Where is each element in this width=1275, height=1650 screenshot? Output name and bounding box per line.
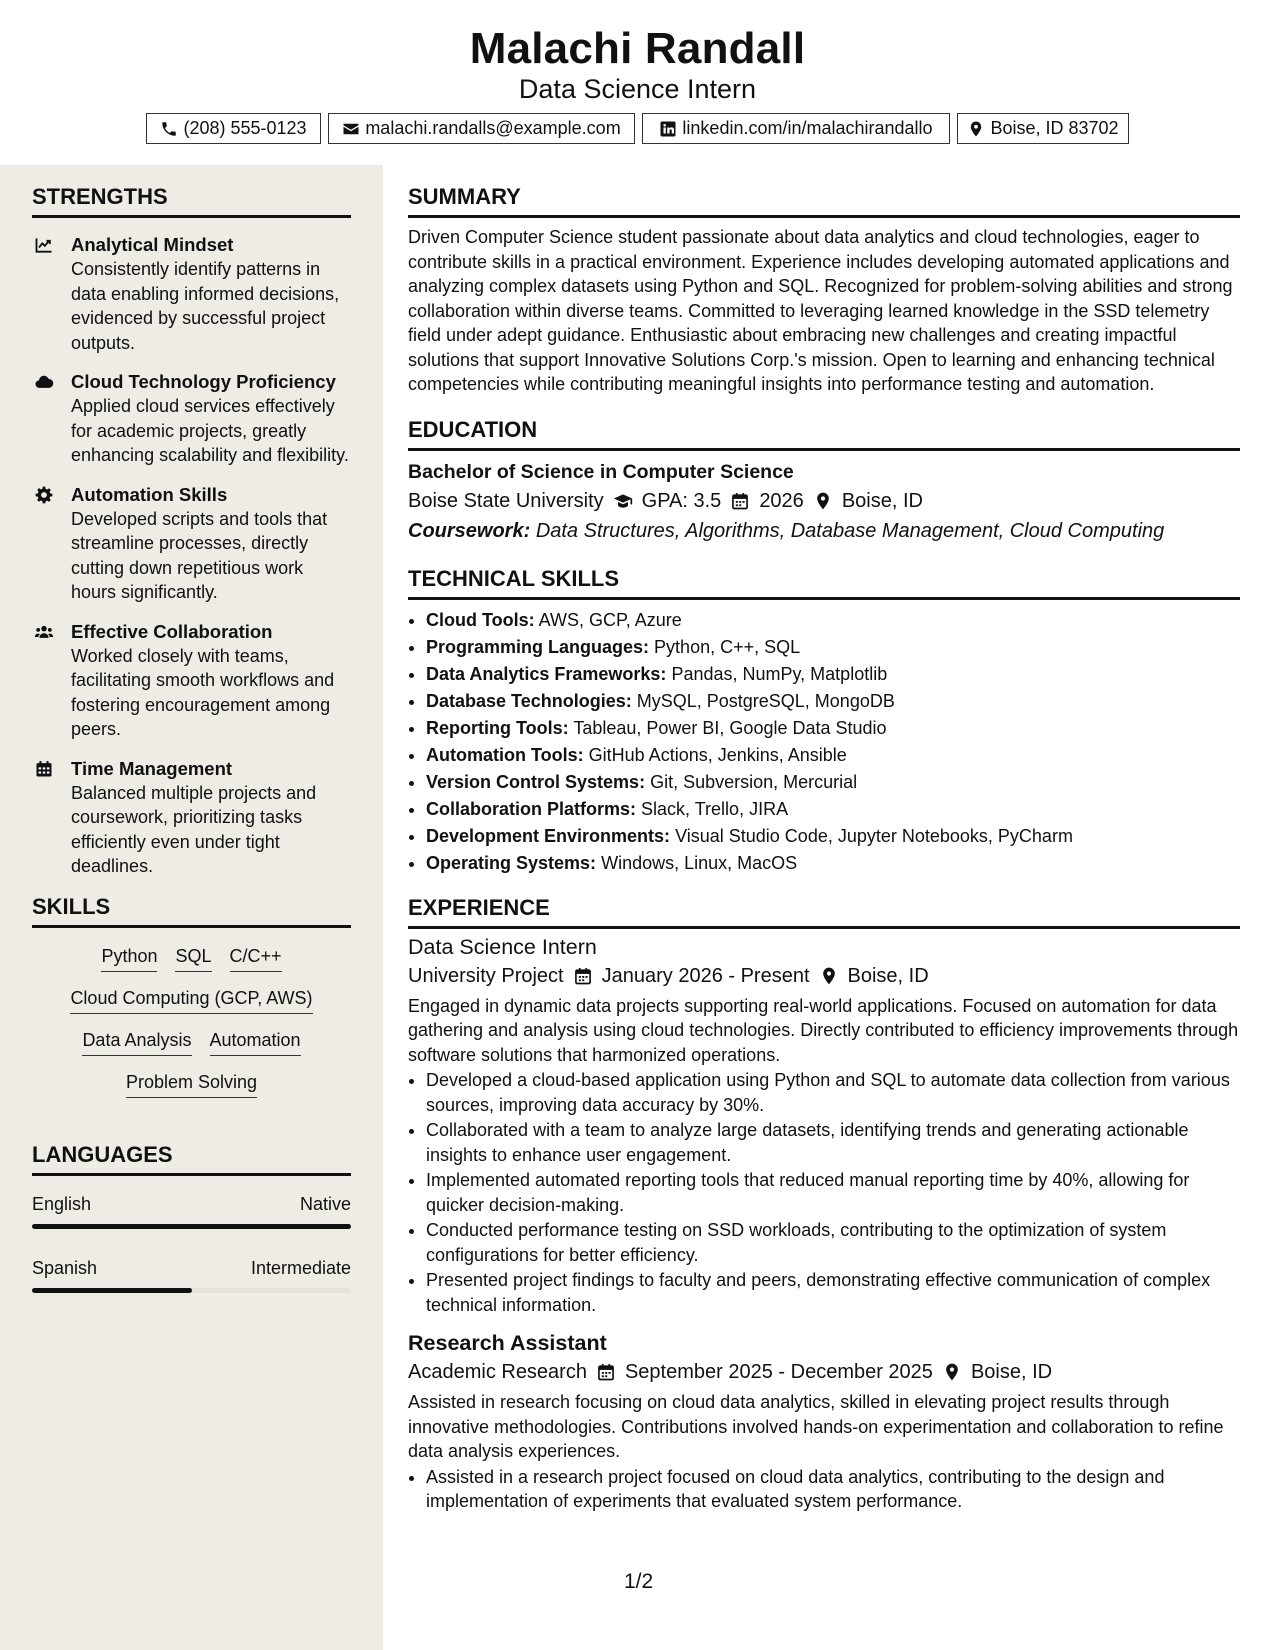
proficiency-bar	[32, 1224, 351, 1229]
resume-header	[0, 0, 1275, 165]
contact-bar	[0, 113, 1275, 144]
list-item: • Collaborated with a team to analyze large datasets, identifying trends and generating actionable insights to enhance user engagement.	[426, 1118, 1240, 1167]
calendar-icon	[573, 966, 593, 986]
envelope-icon	[342, 120, 360, 138]
list-item	[426, 634, 1240, 661]
strength-item	[32, 756, 351, 879]
skill-label: Version Control Systems:	[426, 771, 646, 792]
list-item	[426, 688, 1240, 715]
skill-tag: Cloud Computing (GCP, AWS)	[70, 986, 312, 1014]
school-location: Boise, ID	[841, 489, 923, 512]
list-item	[426, 742, 1240, 769]
strengths-section	[32, 183, 351, 879]
strength-item	[32, 619, 351, 742]
language-name: English	[32, 1194, 92, 1214]
contact-location	[957, 113, 1129, 144]
skill-value: Python, C++, SQL	[654, 636, 801, 657]
graduation-year: 2026	[759, 489, 804, 512]
list-item: • Presented project findings to faculty and peers, demonstrating effective communication of complex technical information.	[426, 1268, 1240, 1317]
job-location: Boise, ID	[970, 1361, 1053, 1383]
skill-value: Git, Subversion, Mercurial	[650, 771, 858, 792]
skill-label: Development Environments:	[426, 825, 671, 846]
school-name: Boise State University	[408, 489, 604, 512]
education-heading: EDUCATION	[408, 416, 1240, 451]
skill-label: Reporting Tools:	[426, 717, 569, 738]
calendar-icon	[596, 1362, 616, 1382]
technical-skills-section	[408, 565, 1240, 877]
list-item	[426, 661, 1240, 688]
skill-value: AWS, GCP, Azure	[538, 609, 682, 630]
gpa: GPA: 3.5	[641, 489, 722, 512]
skills-list	[32, 944, 351, 1098]
gear-icon	[34, 485, 54, 505]
job-location: Boise, ID	[847, 964, 929, 987]
education-meta	[408, 486, 1240, 516]
sidebar	[0, 165, 383, 1650]
strength-item	[32, 232, 351, 355]
job-title: Data Science Intern	[408, 934, 597, 959]
strength-desc: Worked closely with teams, facilitating smooth workflows and fostering encouragement among peers.	[71, 645, 335, 739]
list-item: • Assisted in a research project focused on cloud data analytics, contributing to the design and implementation of experiments that evaluated system performance.	[426, 1465, 1240, 1514]
experience-heading: EXPERIENCE	[408, 894, 1240, 929]
strength-desc: Developed scripts and tools that streamline processes, directly cutting down repetitious work hours significantly.	[71, 508, 328, 602]
job-bullets	[408, 1465, 1240, 1514]
skill-label: Programming Languages:	[426, 636, 650, 657]
proficiency-bar-fill	[32, 1224, 351, 1229]
summary-section	[408, 183, 1240, 397]
skill-label: Database Technologies:	[426, 690, 632, 711]
linkedin-icon	[659, 120, 677, 138]
strength-title: Effective Collaboration	[71, 620, 273, 642]
calendar-icon	[730, 491, 750, 511]
strength-desc: Consistently identify patterns in data enabling informed decisions, evidenced by successful project outputs.	[71, 259, 340, 353]
location-pin-icon	[813, 491, 833, 511]
skill-value: GitHub Actions, Jenkins, Ansible	[588, 744, 847, 765]
strength-desc: Applied cloud services effectively for academic projects, greatly enhancing scalability and flexibility.	[71, 396, 349, 465]
calendar-icon	[34, 759, 54, 779]
strength-title: Analytical Mindset	[71, 234, 234, 255]
job-description: Engaged in dynamic data projects supporting real-world applications. Focused on automation for data gathering and analysis using cloud technologies. Directly contributed to efficiency improvements through software solutions that harmonized operations.	[408, 995, 1239, 1065]
proficiency-bar-fill	[32, 1288, 192, 1293]
graduation-cap-icon	[613, 491, 633, 511]
job-dates: January 2026 - Present	[601, 964, 810, 987]
job-bullets	[408, 1068, 1240, 1317]
language-item	[32, 1192, 351, 1229]
languages-section	[32, 1141, 351, 1293]
contact-linkedin[interactable]	[642, 113, 950, 144]
location-pin-icon	[942, 1362, 962, 1382]
location-pin-icon	[967, 120, 985, 138]
summary-heading: SUMMARY	[408, 183, 1240, 218]
list-item	[426, 796, 1240, 823]
contact-phone[interactable]	[146, 113, 321, 144]
job-entry	[408, 1329, 1240, 1514]
list-item: • Conducted performance testing on SSD workloads, contributing to the optimization of system configurations for better efficiency.	[426, 1218, 1240, 1267]
skill-value: Slack, Trello, JIRA	[641, 798, 789, 819]
phone-icon	[160, 120, 178, 138]
experience-section	[408, 894, 1240, 1514]
technical-skills-heading: TECHNICAL SKILLS	[408, 565, 1240, 600]
candidate-name: Malachi Randall	[469, 24, 806, 73]
skill-value: Windows, Linux, MacOS	[601, 852, 798, 873]
education-section	[408, 416, 1240, 546]
list-item	[426, 607, 1240, 634]
coursework-list: Data Structures, Algorithms, Database Management, Cloud Computing	[535, 519, 1165, 542]
coursework-label: Coursework:	[408, 519, 531, 542]
users-icon	[34, 622, 54, 642]
language-name: Spanish	[32, 1258, 98, 1278]
job-description: Assisted in research focusing on cloud data analytics, skilled in elevating project results through innovative methodologies. Contributions involved hands-on experimentation and collaboration to refine data analysis experiences.	[408, 1392, 1224, 1461]
job-meta	[408, 1357, 1240, 1387]
skill-label: Cloud Tools:	[426, 609, 535, 630]
skill-value: Pandas, NumPy, Matplotlib	[671, 663, 888, 684]
skill-value: Tableau, Power BI, Google Data Studio	[573, 717, 887, 738]
skills-section	[32, 893, 351, 1112]
list-item: • Developed a cloud-based application using Python and SQL to automate data collection from various sources, improving data accuracy by 30%.	[426, 1068, 1240, 1117]
skill-tag: Problem Solving	[126, 1070, 257, 1098]
strength-title: Cloud Technology Proficiency	[71, 371, 336, 392]
job-title: Research Assistant	[408, 1331, 607, 1355]
location-pin-icon	[819, 966, 839, 986]
contact-text: Boise, ID 83702	[990, 118, 1119, 138]
languages-heading: LANGUAGES	[32, 1141, 351, 1176]
skill-tag: C/C++	[230, 944, 282, 972]
job-meta	[408, 961, 1240, 991]
cloud-icon	[34, 372, 54, 392]
contact-text: (208) 555-0123	[183, 118, 307, 138]
language-level: Intermediate	[250, 1258, 351, 1278]
proficiency-bar	[32, 1288, 351, 1293]
summary-text: Driven Computer Science student passionate about data analytics and cloud technologies, eager to contribute skills in a practical environment. Experience includes developing automated applications and analyzing complex datasets using Python and SQL. Recognized for problem-solving abilities and strong collaboration within diverse teams. Committed to leveraging learned knowledge in the SSD telemetry field under adept guidance. Enthusiastic about embracing new challenges and creating impactful solutions that support Innovative Solutions Corp.'s mission. Open to learning and enhancing technical competencies while contributing meaningful insights into performance testing and automation.	[408, 227, 1233, 394]
list-item: • Implemented automated reporting tools that reduced manual reporting time by 40%, allowing for quicker decision-making.	[426, 1168, 1240, 1217]
skill-value: Visual Studio Code, Jupyter Notebooks, PyCharm	[675, 825, 1073, 846]
candidate-title: Data Science Intern	[518, 74, 757, 104]
strengths-heading: STRENGTHS	[32, 183, 351, 218]
contact-text: malachi.randalls@example.com	[365, 118, 621, 138]
skill-value: MySQL, PostgreSQL, MongoDB	[636, 690, 895, 711]
skill-label: Data Analytics Frameworks:	[426, 663, 667, 684]
skill-label: Operating Systems:	[426, 852, 597, 873]
contact-text: linkedin.com/in/malachirandallo	[682, 118, 933, 138]
contact-email[interactable]	[328, 113, 635, 144]
list-item	[426, 715, 1240, 742]
language-level: Native	[299, 1194, 351, 1214]
skill-tag: SQL	[175, 944, 211, 972]
skill-tag: Python	[101, 944, 157, 972]
strength-item	[32, 369, 351, 468]
job-entry	[408, 933, 1240, 1318]
skills-heading: SKILLS	[32, 893, 351, 928]
skill-tag: Data Analysis	[82, 1028, 191, 1056]
skill-tag: Automation	[210, 1028, 301, 1056]
degree-title: Bachelor of Science in Computer Science	[408, 460, 794, 483]
skill-label: Automation Tools:	[426, 744, 584, 765]
strength-title: Automation Skills	[71, 483, 228, 505]
page-number: 1/2	[624, 1570, 654, 1593]
strength-title: Time Management	[71, 757, 233, 779]
technical-skills-list	[408, 607, 1240, 877]
language-item	[32, 1256, 351, 1293]
job-org: Academic Research	[408, 1361, 587, 1383]
list-item	[426, 823, 1240, 850]
main-content	[408, 183, 1240, 1533]
strength-item	[32, 482, 351, 605]
chart-line-icon	[34, 235, 54, 255]
skill-label: Collaboration Platforms:	[426, 798, 637, 819]
job-org: University Project	[408, 964, 564, 987]
job-dates: September 2025 - December 2025	[624, 1361, 933, 1383]
list-item	[426, 769, 1240, 796]
coursework	[408, 516, 1240, 546]
list-item	[426, 850, 1240, 877]
strength-desc: Balanced multiple projects and coursework, prioritizing tasks efficiently even under tight deadlines.	[71, 782, 317, 876]
